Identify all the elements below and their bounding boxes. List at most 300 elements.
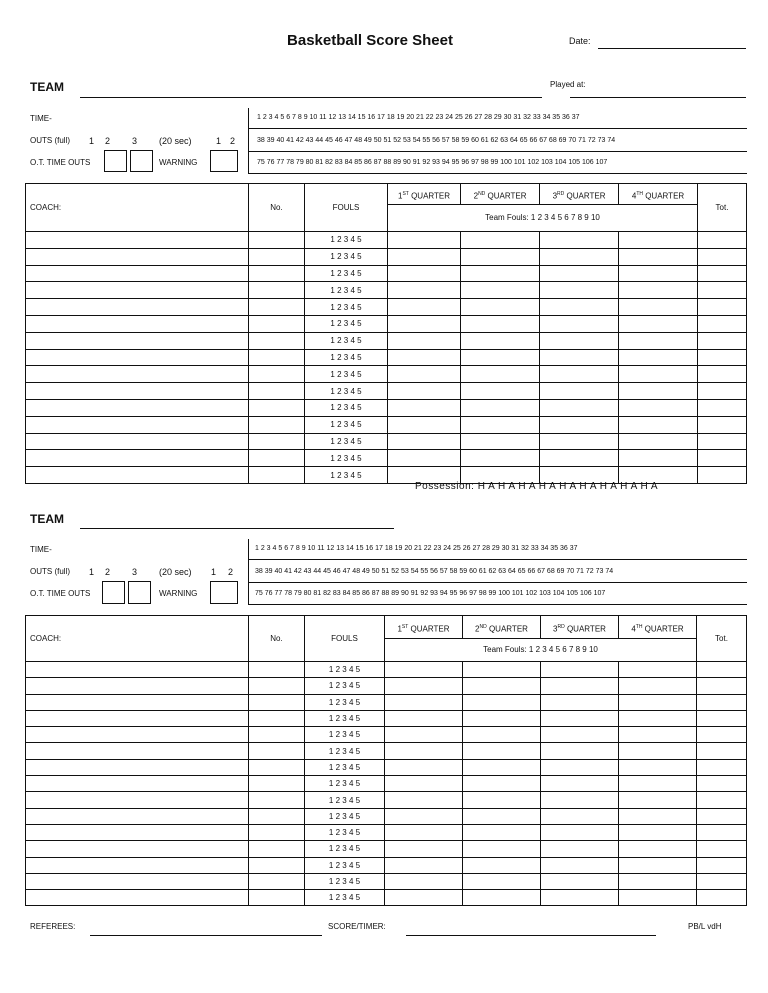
team-2-quarter-4-cell[interactable] [619,808,697,824]
team-2-player-name-cell[interactable] [26,759,249,775]
team-2-quarter-4-cell[interactable] [619,678,697,694]
team-2-quarter-4-cell[interactable] [619,694,697,710]
team-2-quarter-3-cell[interactable] [541,776,619,792]
team-1-label: TEAM [30,80,64,94]
team-1-player-name-cell[interactable] [26,299,249,316]
team-1-quarter-3-cell[interactable] [540,265,619,282]
team-2-quarter-1-cell[interactable] [385,694,463,710]
team-1-quarter-2-cell[interactable] [461,332,540,349]
team-2-outs-full-1[interactable]: 1 [89,567,95,577]
team-1-player-fouls-cell[interactable]: 1 2 3 4 5 [305,467,388,484]
team-2-player-number-cell[interactable] [249,710,305,726]
team-2-name-field[interactable] [80,528,394,529]
team-2-quarter-4-cell[interactable] [619,857,697,873]
team-2-quarter-1-cell[interactable] [385,792,463,808]
team-1-player-name-cell[interactable] [26,282,249,299]
team-2-player-fouls-cell[interactable]: 1 2 3 4 5 [305,710,385,726]
team-1-warning-label: WARNING [159,158,198,167]
team-2-player-number-cell[interactable] [249,743,305,759]
team-2-quarter-1-cell[interactable] [385,824,463,840]
team-1-quarter-4-cell[interactable] [619,299,698,316]
team-2-player-fouls-cell[interactable]: 1 2 3 4 5 [305,694,385,710]
table-row [26,824,747,840]
team-2-player-fouls-cell[interactable]: 1 2 3 4 5 [305,678,385,694]
team-1-total-cell[interactable] [698,349,747,366]
team-2-quarter-2-cell[interactable] [463,678,541,694]
table-row [26,857,747,873]
team-1-player-number-cell[interactable] [249,450,305,467]
team-2-player-number-cell[interactable] [249,792,305,808]
team-1-quarter-1-cell[interactable] [388,450,461,467]
team-1-player-name-cell[interactable] [26,433,249,450]
team-1-time-row-3[interactable]: 75 76 77 78 79 80 81 82 83 84 85 86 87 88 89 90 91 92 93 94 95 96 97 98 99 100 101 102 103 104 105 106 107 [257,159,608,166]
team-1-quarter-4-cell[interactable] [619,416,698,433]
team-1-total-cell[interactable] [698,282,747,299]
team-2-quarter-1-cell[interactable] [385,727,463,743]
team-2-player-fouls-cell[interactable]: 1 2 3 4 5 [305,857,385,873]
team-2-quarter-3-cell[interactable] [541,857,619,873]
team-1-quarter-2-cell[interactable] [461,282,540,299]
team-1-player-name-cell[interactable] [26,450,249,467]
team-1-quarter-4-cell[interactable] [619,232,698,249]
team-1-time-row-2[interactable]: 38 39 40 41 42 43 44 45 46 47 48 49 50 51 52 53 54 55 56 57 58 59 60 61 62 63 64 65 66 67 68 69 70 71 72 73 74 [257,137,616,144]
team-2-quarter-4-cell[interactable] [619,873,697,889]
score-timer-field[interactable] [406,935,656,936]
team-2-player-name-cell[interactable] [26,808,249,824]
team-1-quarter-1-cell[interactable] [388,332,461,349]
team-2-quarter-3-cell[interactable] [541,678,619,694]
team-1-player-number-cell[interactable] [249,467,305,484]
team-2-total-cell[interactable] [697,792,747,808]
team-2-quarter-4-cell[interactable] [619,792,697,808]
team-1-player-fouls-cell[interactable]: 1 2 3 4 5 [305,248,388,265]
team-2-player-name-cell[interactable] [26,662,249,678]
team-2-total-cell[interactable] [697,710,747,726]
team-2-player-fouls-cell[interactable]: 1 2 3 4 5 [305,792,385,808]
team-1-outs-20-2[interactable]: 2 [230,136,236,146]
table-row [26,232,747,249]
played-at-field[interactable] [570,97,746,98]
team-2-ot-box-2[interactable] [128,581,151,604]
team-2-player-number-cell[interactable] [249,678,305,694]
team-2-quarter-2-cell[interactable] [463,857,541,873]
team-2-quarter-2-cell[interactable] [463,890,541,906]
team-2-player-fouls-cell[interactable]: 1 2 3 4 5 [305,824,385,840]
team-1-quarter-2-cell[interactable] [461,416,540,433]
team-1-quarter-1-cell[interactable] [388,265,461,282]
team-1-quarter-3-cell[interactable] [540,416,619,433]
team-1-quarter-1-cell[interactable] [388,349,461,366]
team-2-total-cell[interactable] [697,808,747,824]
team-1-quarter-4-cell[interactable] [619,366,698,383]
team-1-quarter-2-cell[interactable] [461,248,540,265]
team-1-total-cell[interactable] [698,248,747,265]
team-2-outs-full-3[interactable]: 3 [132,567,138,577]
team-1-quarter-3-cell[interactable] [540,315,619,332]
team-1-ot-box-1[interactable] [104,150,127,172]
team-1-player-name-cell[interactable] [26,366,249,383]
team-1-total-cell[interactable] [698,450,747,467]
team-2-player-fouls-cell[interactable]: 1 2 3 4 5 [305,743,385,759]
team-2-quarter-2-cell[interactable] [463,727,541,743]
team-2-player-name-cell[interactable] [26,694,249,710]
team-1-quarter-2-cell[interactable] [461,265,540,282]
team-2-total-cell[interactable] [697,873,747,889]
team-1-total-cell[interactable] [698,366,747,383]
team-2-quarter-3-cell[interactable] [541,727,619,743]
table-row [26,383,747,400]
team-2-quarter-4-cell[interactable] [619,824,697,840]
team-1-quarter-3-cell[interactable] [540,248,619,265]
team-2-player-fouls-cell[interactable]: 1 2 3 4 5 [305,890,385,906]
team-2-player-number-cell[interactable] [249,841,305,857]
team-2-time-row-3[interactable]: 75 76 77 78 79 80 81 82 83 84 85 86 87 88 89 90 91 92 93 94 95 96 97 98 99 100 101 102 103 104 105 106 107 [255,590,606,597]
team-2-quarter-2-cell[interactable] [463,743,541,759]
team-2-quarter-3-cell[interactable] [541,743,619,759]
referees-label: REFEREES: [30,922,76,931]
team-2-player-name-cell[interactable] [26,890,249,906]
team-1-quarter-4-cell[interactable] [619,349,698,366]
team-2-player-number-cell[interactable] [249,824,305,840]
team-1-quarter-4-cell[interactable] [619,315,698,332]
team-1-quarter-2-cell[interactable] [461,450,540,467]
team-1-player-fouls-cell[interactable]: 1 2 3 4 5 [305,450,388,467]
team-1-quarter-3-cell[interactable] [540,232,619,249]
team-1-player-number-cell[interactable] [249,349,305,366]
team-2-quarter-1-cell[interactable] [385,890,463,906]
team-2-tot-label: Tot. [697,616,747,662]
team-2-quarter-1-cell[interactable] [385,857,463,873]
team-1-quarter-2-cell[interactable] [461,383,540,400]
team-2-quarter-4-cell[interactable] [619,776,697,792]
team-1-total-cell[interactable] [698,433,747,450]
team-2-time-row-2[interactable]: 38 39 40 41 42 43 44 45 46 47 48 49 50 51 52 53 54 55 56 57 58 59 60 61 62 63 64 65 66 67 68 69 70 71 72 73 74 [255,568,614,575]
team-1-quarter-4-cell[interactable] [619,450,698,467]
date-field[interactable] [598,48,746,49]
team-1-name-field[interactable] [80,97,542,98]
team-1-player-fouls-cell[interactable]: 1 2 3 4 5 [305,399,388,416]
team-2-quarter-1-cell[interactable] [385,710,463,726]
team-1-player-name-cell[interactable] [26,332,249,349]
team-1-outs-full-3[interactable]: 3 [132,136,138,146]
team-1-quarter-1-cell[interactable] [388,248,461,265]
team-2-quarter-2-cell[interactable] [463,759,541,775]
team-1-quarter-1-cell[interactable] [388,232,461,249]
team-2-quarter-2-label: 2ND QUARTER [462,616,540,638]
team-1-quarter-3-cell[interactable] [540,399,619,416]
team-1-quarter-1-cell[interactable] [388,416,461,433]
team-1-quarter-1-cell[interactable] [388,315,461,332]
team-1-quarter-4-cell[interactable] [619,332,698,349]
page-title: Basketball Score Sheet [287,32,453,49]
team-2-player-number-cell[interactable] [249,776,305,792]
team-2-outs-full-2[interactable]: 2 [105,567,111,577]
team-2-quarter-2-cell[interactable] [463,873,541,889]
team-2-quarter-1-cell[interactable] [385,662,463,678]
team-1-quarter-3-cell[interactable] [540,433,619,450]
team-1-quarter-2-cell[interactable] [461,399,540,416]
team-2-total-cell[interactable] [697,694,747,710]
date-label: Date: [569,36,591,46]
team-1-quarter-3-cell[interactable] [540,366,619,383]
team-2-player-name-cell[interactable] [26,841,249,857]
team-1-outs-full-2[interactable]: 2 [105,136,111,146]
team-2-total-cell[interactable] [697,662,747,678]
team-1-player-number-cell[interactable] [249,433,305,450]
team-2-quarter-4-cell[interactable] [619,890,697,906]
team-2-player-name-cell[interactable] [26,792,249,808]
table-row [26,315,747,332]
team-1-warning-box[interactable] [210,150,238,172]
team-1-quarter-2-cell[interactable] [461,349,540,366]
team-1-quarter-1-label: 1ST QUARTER [398,191,451,201]
referees-field[interactable] [90,935,322,936]
team-2-outs-20-2[interactable]: 2 [228,567,234,577]
team-2-player-number-cell[interactable] [249,873,305,889]
team-1-player-number-cell[interactable] [249,332,305,349]
team-1-player-number-cell[interactable] [249,366,305,383]
team-1-player-fouls-cell[interactable]: 1 2 3 4 5 [305,265,388,282]
team-2-quarter-3-cell[interactable] [541,759,619,775]
team-1-player-name-cell[interactable] [26,399,249,416]
team-2-quarter-3-cell[interactable] [541,662,619,678]
team-2-player-fouls-cell[interactable]: 1 2 3 4 5 [305,873,385,889]
team-2-ot-label: O.T. TIME OUTS [30,589,91,598]
team-2-quarter-2-cell[interactable] [463,710,541,726]
team-1-quarter-2-cell[interactable] [461,232,540,249]
team-1-quarter-1-cell[interactable] [388,282,461,299]
team-2-player-name-cell[interactable] [26,873,249,889]
team-2-quarter-3-cell[interactable] [541,808,619,824]
team-2-total-cell[interactable] [697,824,747,840]
team-1-quarters-header [388,184,698,232]
team-1-player-name-cell[interactable] [26,349,249,366]
team-2-quarter-4-cell[interactable] [619,743,697,759]
team-2-outs-20-1[interactable]: 1 [211,567,217,577]
team-1-quarter-2-cell[interactable] [461,315,540,332]
team-2-player-fouls-cell[interactable]: 1 2 3 4 5 [305,808,385,824]
team-1-player-fouls-cell[interactable]: 1 2 3 4 5 [305,416,388,433]
team-1-player-name-cell[interactable] [26,467,249,484]
team-1-player-number-cell[interactable] [249,315,305,332]
team-1-player-number-cell[interactable] [249,282,305,299]
team-1-player-name-cell[interactable] [26,416,249,433]
table-row [26,694,747,710]
team-1-player-name-cell[interactable] [26,383,249,400]
team-1-total-cell[interactable] [698,399,747,416]
team-1-quarter-4-cell[interactable] [619,265,698,282]
team-2-warning-box[interactable] [210,581,238,604]
team-2-quarter-2-cell[interactable] [463,776,541,792]
team-1-quarter-3-cell[interactable] [540,332,619,349]
team-2-time-row-1[interactable]: 1 2 3 4 5 6 7 8 9 10 11 12 13 14 15 16 17 18 19 20 21 22 23 24 25 26 27 28 29 30 31 32 33 34 35 36 37 [255,545,578,552]
team-1-quarter-4-cell[interactable] [619,399,698,416]
team-2-outs-20-label: (20 sec) [159,567,192,577]
team-2-quarter-2-cell[interactable] [463,662,541,678]
table-row [26,265,747,282]
table-row [26,890,747,906]
team-2-total-cell[interactable] [697,678,747,694]
team-2-player-name-cell[interactable] [26,776,249,792]
team-2-no-label: No. [249,616,305,662]
team-2-total-cell[interactable] [697,776,747,792]
team-2-player-number-cell[interactable] [249,662,305,678]
team-1-player-table [25,183,747,484]
team-2-player-number-cell[interactable] [249,857,305,873]
team-1-quarter-3-cell[interactable] [540,349,619,366]
team-1-outs-full-1[interactable]: 1 [89,136,95,146]
team-1-player-number-cell[interactable] [249,383,305,400]
team-1-quarter-1-cell[interactable] [388,366,461,383]
team-1-player-fouls-cell[interactable]: 1 2 3 4 5 [305,299,388,316]
team-1-quarter-4-cell[interactable] [619,433,698,450]
team-1-quarter-2-cell[interactable] [461,433,540,450]
team-1-player-number-cell[interactable] [249,416,305,433]
possession-marks[interactable]: H A H A H A H A H A H A H A H A H A [477,481,659,492]
team-2-quarter-2-cell[interactable] [463,808,541,824]
team-1-total-cell[interactable] [698,416,747,433]
team-2-player-name-cell[interactable] [26,727,249,743]
team-1-quarter-4-cell[interactable] [619,282,698,299]
team-2-player-number-cell[interactable] [249,890,305,906]
team-1-player-number-cell[interactable] [249,248,305,265]
team-1-player-name-cell[interactable] [26,248,249,265]
team-1-player-name-cell[interactable] [26,315,249,332]
team-1-player-number-cell[interactable] [249,399,305,416]
team-2-quarter-4-cell[interactable] [619,662,697,678]
team-1-player-fouls-cell[interactable]: 1 2 3 4 5 [305,383,388,400]
team-2-player-fouls-cell[interactable]: 1 2 3 4 5 [305,841,385,857]
team-1-player-fouls-cell[interactable]: 1 2 3 4 5 [305,349,388,366]
team-2-player-name-cell[interactable] [26,678,249,694]
team-1-total-cell[interactable] [698,299,747,316]
team-2-quarter-4-cell[interactable] [619,727,697,743]
team-2-player-name-cell[interactable] [26,824,249,840]
team-2-ot-box-1[interactable] [102,581,125,604]
team-2-quarter-1-cell[interactable] [385,678,463,694]
team-2-player-fouls-cell[interactable]: 1 2 3 4 5 [305,727,385,743]
team-2-quarter-4-cell[interactable] [619,710,697,726]
team-1-ot-box-2[interactable] [130,150,153,172]
team-2-total-cell[interactable] [697,890,747,906]
team-1-player-fouls-cell[interactable]: 1 2 3 4 5 [305,282,388,299]
team-1-quarter-1-cell[interactable] [388,383,461,400]
team-2-quarter-1-cell[interactable] [385,759,463,775]
score-timer-label: SCORE/TIMER: [328,922,386,931]
table-row [26,433,747,450]
team-1-player-name-cell[interactable] [26,232,249,249]
team-1-quarter-3-cell[interactable] [540,299,619,316]
team-2-player-number-cell[interactable] [249,727,305,743]
team-1-player-fouls-cell[interactable]: 1 2 3 4 5 [305,315,388,332]
team-1-quarter-4-cell[interactable] [619,248,698,265]
team-1-quarter-2-cell[interactable] [461,366,540,383]
table-row [26,662,747,678]
team-1-total-cell[interactable] [698,467,747,484]
team-1-player-fouls-cell[interactable]: 1 2 3 4 5 [305,332,388,349]
team-2-player-number-cell[interactable] [249,694,305,710]
team-1-quarter-2-label: 2ND QUARTER [460,184,539,204]
team-1-player-number-cell[interactable] [249,232,305,249]
team-2-quarter-4-cell[interactable] [619,759,697,775]
team-1-fouls-label: FOULS [305,184,388,232]
team-2-total-cell[interactable] [697,727,747,743]
team-1-quarter-2-cell[interactable] [461,299,540,316]
team-1-quarter-3-cell[interactable] [540,450,619,467]
team-1-quarter-3-cell[interactable] [540,383,619,400]
team-2-player-name-cell[interactable] [26,857,249,873]
team-2-player-fouls-cell[interactable]: 1 2 3 4 5 [305,662,385,678]
team-2-quarter-1-cell[interactable] [385,808,463,824]
team-1-outs-20-1[interactable]: 1 [216,136,222,146]
team-2-player-number-cell[interactable] [249,808,305,824]
team-1-player-fouls-cell[interactable]: 1 2 3 4 5 [305,366,388,383]
team-2-quarter-2-cell[interactable] [463,841,541,857]
team-1-quarter-3-label: 3RD QUARTER [539,184,618,204]
team-1-time-row-1[interactable]: 1 2 3 4 5 6 7 8 9 10 11 12 13 14 15 16 17 18 19 20 21 22 23 24 25 26 27 28 29 30 31 32 33 34 35 36 37 [257,114,580,121]
team-2-player-fouls-cell[interactable]: 1 2 3 4 5 [305,759,385,775]
team-1-player-fouls-cell[interactable]: 1 2 3 4 5 [305,433,388,450]
team-1-quarter-1-cell[interactable] [388,399,461,416]
team-2-quarter-1-cell[interactable] [385,743,463,759]
team-1-player-name-cell[interactable] [26,265,249,282]
team-1-player-fouls-cell[interactable]: 1 2 3 4 5 [305,232,388,249]
team-1-total-cell[interactable] [698,232,747,249]
team-2-total-cell[interactable] [697,759,747,775]
team-2-player-fouls-cell[interactable]: 1 2 3 4 5 [305,776,385,792]
team-1-quarter-1-cell[interactable] [388,299,461,316]
team-2-quarter-1-cell[interactable] [385,841,463,857]
team-2-total-cell[interactable] [697,743,747,759]
team-2-quarter-3-cell[interactable] [541,873,619,889]
team-1-total-cell[interactable] [698,315,747,332]
team-1-quarter-3-cell[interactable] [540,282,619,299]
team-1-player-number-cell[interactable] [249,265,305,282]
table-row [26,399,747,416]
team-2-quarter-2-cell[interactable] [463,694,541,710]
team-2-total-cell[interactable] [697,841,747,857]
team-1-quarter-4-label: 4TH QUARTER [618,184,697,204]
team-2-quarter-1-cell[interactable] [385,776,463,792]
team-2-player-number-cell[interactable] [249,759,305,775]
team-2-quarter-2-cell[interactable] [463,824,541,840]
team-2-quarter-3-cell[interactable] [541,890,619,906]
team-2-quarter-4-label: 4TH QUARTER [618,616,696,638]
team-2-quarter-3-cell[interactable] [541,824,619,840]
team-1-total-cell[interactable] [698,332,747,349]
team-1-total-cell[interactable] [698,265,747,282]
team-2-quarter-3-cell[interactable] [541,792,619,808]
team-2-total-cell[interactable] [697,857,747,873]
table-row [26,743,747,759]
team-1-player-number-cell[interactable] [249,299,305,316]
team-1-total-cell[interactable] [698,383,747,400]
table-row [26,366,747,383]
team-2-quarter-3-cell[interactable] [541,841,619,857]
team-2-quarter-1-cell[interactable] [385,873,463,889]
team-2-player-name-cell[interactable] [26,710,249,726]
team-1-quarter-4-cell[interactable] [619,383,698,400]
team-2-player-table [25,615,747,906]
table-row [26,792,747,808]
team-2-quarter-2-cell[interactable] [463,792,541,808]
table-row [26,349,747,366]
team-2-quarter-3-cell[interactable] [541,694,619,710]
team-1-quarter-1-cell[interactable] [388,433,461,450]
team-2-player-name-cell[interactable] [26,743,249,759]
team-2-quarter-4-cell[interactable] [619,841,697,857]
team-2-quarter-3-cell[interactable] [541,710,619,726]
